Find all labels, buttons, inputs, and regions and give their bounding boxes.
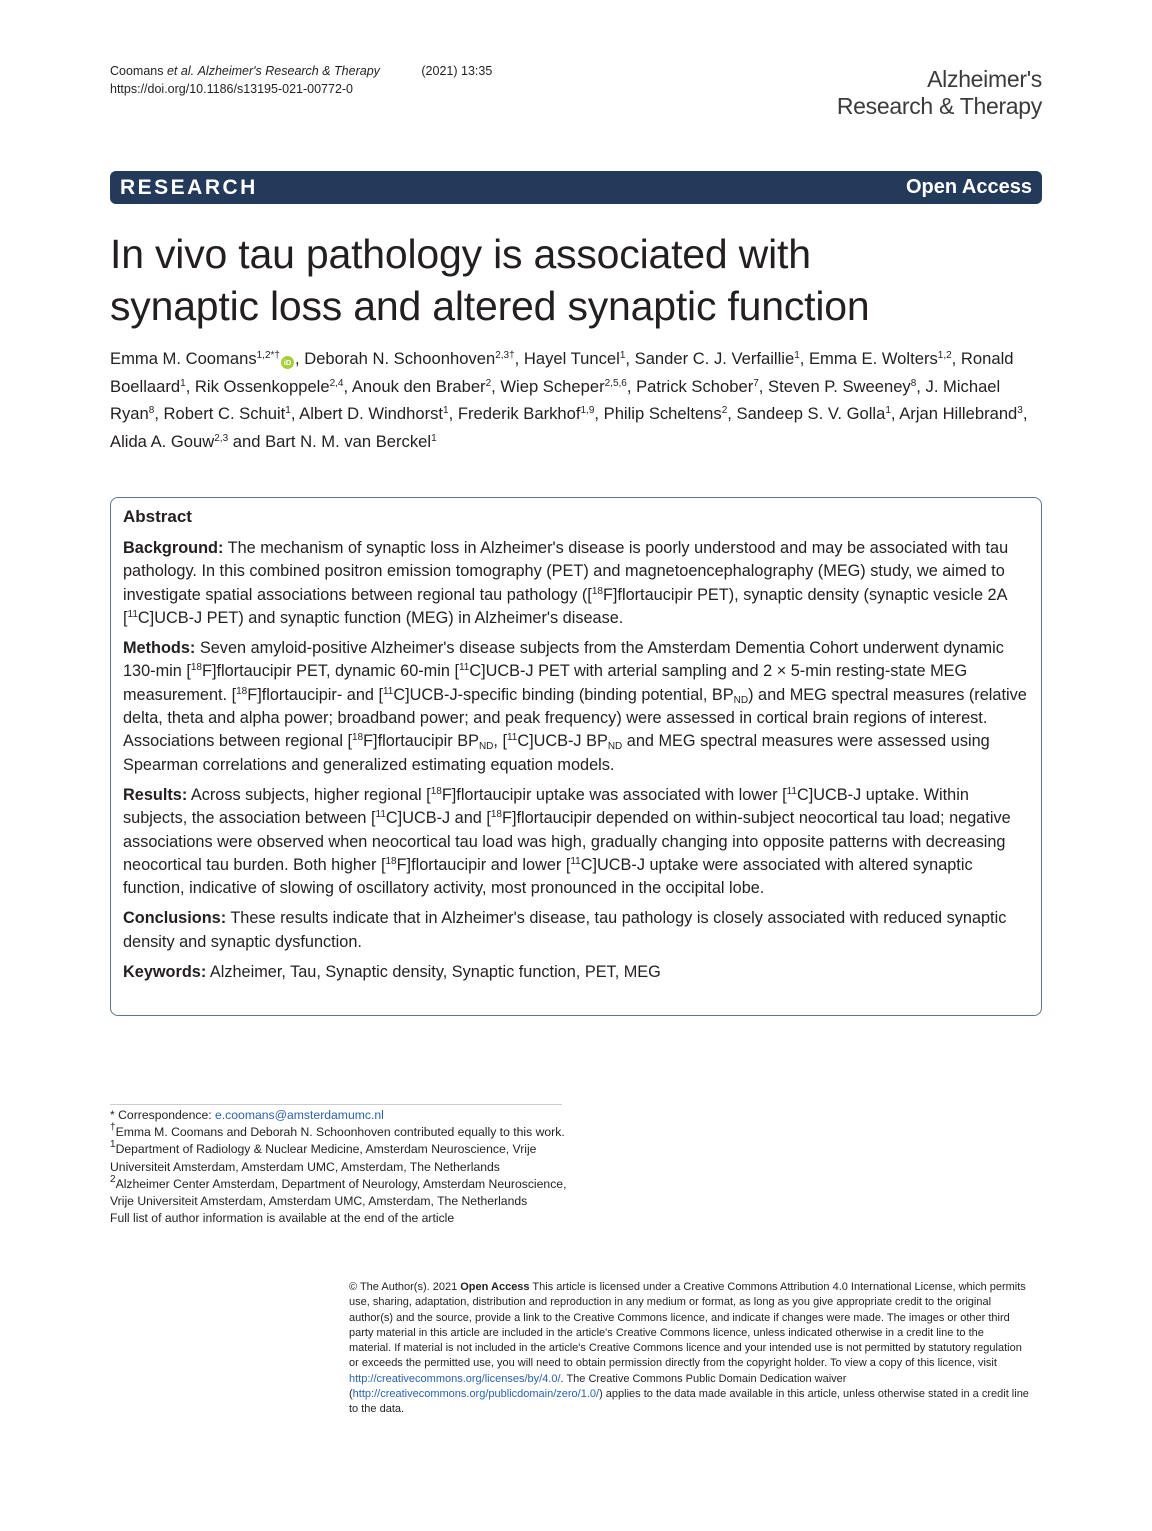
author-name[interactable]: Bart N. M. van Berckel bbox=[265, 431, 432, 451]
abstract-box bbox=[110, 497, 1042, 1016]
author-name[interactable]: Albert D. Windhorst bbox=[299, 404, 444, 423]
isotope: 11 bbox=[375, 809, 386, 821]
text: Alzheimer, Tau, Synaptic density, Synaptic function, PET, MEG bbox=[206, 963, 661, 982]
isotope: 11 bbox=[382, 685, 394, 697]
citation-line bbox=[110, 62, 492, 80]
abstract-background bbox=[123, 537, 1029, 630]
author-affiliation: 2 bbox=[721, 405, 728, 416]
author-affiliation: 8 bbox=[910, 377, 917, 389]
title-line: In vivo tau pathology is associated with bbox=[110, 231, 811, 277]
isotope: 18 bbox=[385, 855, 397, 867]
text: . The Creative Commons Public Domain Dedication waiver ( bbox=[349, 1372, 847, 1401]
isotope: 18 bbox=[190, 662, 202, 674]
abstract-methods bbox=[123, 637, 1029, 777]
author-affiliation: 7 bbox=[753, 377, 759, 389]
author-separator: , bbox=[890, 404, 900, 423]
text: Seven amyloid-positive Alzheimer's disease subjects from the Amsterdam Dementia Cohort underwent dynamic 130-min [ bbox=[123, 639, 1004, 681]
author-affiliation: 1,2 bbox=[937, 350, 952, 361]
section-label: Keywords: bbox=[123, 963, 207, 982]
isotope: 18 bbox=[490, 809, 502, 821]
journal-logo-line2: Research & Therapy bbox=[836, 93, 1042, 119]
public-domain-link[interactable]: http://creativecommons.org/publicdomain/zero/1.0/ bbox=[352, 1388, 600, 1401]
text: F]flortaucipir PET), synaptic density (synaptic vesicle 2A [ bbox=[123, 585, 1007, 627]
author-affiliation: 3 bbox=[1017, 405, 1023, 416]
subscript: ND bbox=[478, 741, 494, 753]
footnotes bbox=[110, 1107, 570, 1227]
author-name[interactable]: Steven P. Sweeney bbox=[768, 376, 911, 396]
author-separator: , bbox=[154, 404, 164, 423]
author-affiliation: 1 bbox=[285, 405, 291, 416]
author-affiliation: 2,3† bbox=[495, 350, 515, 361]
citation-year: (2021) 13:35 bbox=[421, 64, 493, 78]
author-separator: , bbox=[448, 404, 458, 423]
title-line: synaptic loss and altered synaptic function bbox=[110, 283, 870, 329]
text: F]flortaucipir- and [ bbox=[247, 685, 383, 704]
isotope: 11 bbox=[570, 855, 581, 867]
author-separator: , bbox=[758, 376, 769, 396]
section-label: Results: bbox=[123, 785, 188, 804]
correspondence bbox=[110, 1107, 570, 1124]
author-separator: , bbox=[916, 376, 926, 396]
text: Alzheimer Center Amsterdam, Department of Neurology, Amsterdam Neuroscience, Vrije Universiteit Amsterdam, Amsterdam UMC, Amsterdam, The Netherlands bbox=[110, 1176, 567, 1209]
author-name[interactable]: Anouk den Braber bbox=[351, 376, 486, 396]
author-name[interactable]: Frederik Barkhof bbox=[457, 404, 581, 423]
author-affiliation: 1 bbox=[443, 405, 449, 416]
author-affiliation: 2,3 bbox=[214, 432, 229, 444]
text: This article is licensed under a Creative Commons Attribution 4.0 International License, which permits use, sharing, adaptation, distribution and reproduction in any medium or format, as long as you give appropriate credit to the original author(s) and the source, provide a link to the Creative Commons licence, and indicate if changes were made. The images or other third party material in this article are included in the article's Creative Commons licence, unless indicated otherwise in a credit line to the material. If material is not included in the article's Creative Commons licence and your intended use is not permitted by statutory regulation or exceeds the permitted use, you will need to obtain permission directly from the copyright holder. To view a copy of this licence, visit bbox=[349, 1281, 1026, 1370]
author-affiliation: 1 bbox=[885, 405, 891, 416]
text: The mechanism of synaptic loss in Alzheimer's disease is poorly understood and may be associated with tau pathology. In this combined positron emission tomography (PET) and magnetoencephalography (MEG) study, we aimed to investigate spatial associations between regional tau pathology ([ bbox=[123, 539, 1009, 604]
equal-contribution-note bbox=[110, 1124, 570, 1141]
author-separator: , bbox=[626, 376, 637, 396]
isotope: 11 bbox=[127, 608, 138, 620]
author-separator: , bbox=[514, 349, 524, 368]
text: and MEG spectral measures were assessed using Spearman correlations and generalized estimating equation models. bbox=[123, 732, 990, 774]
text: F]flortaucipir depended on within-subject neocortical tau load; negative associations were observed when neocortical tau load was high, gradually changing into opposite patterns with decreasing neocortical tau burden. Both higher [ bbox=[123, 809, 1011, 874]
author-affiliation: 1 bbox=[794, 350, 800, 361]
isotope: 18 bbox=[236, 685, 248, 697]
section-label: Methods: bbox=[123, 639, 196, 658]
text: These results indicate that in Alzheimer's disease, tau pathology is closely associated with reduced synaptic density and synaptic dysfunction. bbox=[123, 909, 1007, 951]
isotope: 18 bbox=[591, 585, 603, 597]
author-affiliation: 2,4 bbox=[329, 377, 344, 389]
abstract-conclusions bbox=[123, 907, 1029, 954]
author-separator: , bbox=[343, 376, 352, 396]
text: C]UCB-J uptake. Within subjects, the association between [ bbox=[123, 785, 969, 828]
author-name[interactable]: Philip Scheltens bbox=[603, 404, 722, 423]
text: C]UCB-J BP bbox=[517, 732, 608, 751]
text: C]UCB-J and [ bbox=[385, 809, 491, 828]
subscript: ND bbox=[733, 694, 749, 706]
isotope: 11 bbox=[458, 662, 470, 674]
author-separator: , bbox=[1022, 404, 1028, 423]
author-separator: , bbox=[185, 376, 195, 396]
isotope: 18 bbox=[351, 732, 364, 744]
journal-logo-line1: Alzheimer's bbox=[927, 66, 1042, 92]
text: C]UCB-J-specific binding (binding potential, BP bbox=[393, 685, 734, 704]
author-name[interactable]: Hayel Tuncel bbox=[523, 349, 620, 368]
author-separator: and bbox=[228, 431, 266, 451]
author-name[interactable]: J. Michael Ryan bbox=[110, 376, 1001, 423]
footnote-mark: † bbox=[110, 1122, 116, 1134]
author-affiliation: 1,2*† bbox=[256, 350, 280, 361]
text: F]flortaucipir uptake was associated with lower [ bbox=[441, 785, 787, 804]
author-affiliation: 2,5,6 bbox=[604, 377, 627, 389]
author-name[interactable]: Ronald Boellaard bbox=[110, 349, 1014, 396]
article-type-label: RESEARCH bbox=[120, 175, 258, 199]
author-name[interactable]: Emma E. Wolters bbox=[808, 349, 938, 368]
footnote-mark: 1 bbox=[110, 1139, 116, 1151]
author-name[interactable]: Arjan Hillebrand bbox=[899, 404, 1018, 423]
license-link[interactable]: http://creativecommons.org/licenses/by/4.0/ bbox=[349, 1372, 561, 1385]
citation-etal: et al. bbox=[166, 64, 195, 78]
text: C]UCB-J uptake were associated with altered synaptic function, indicative of slowing of oscillatory activity, most pronounced in the occipital lobe. bbox=[123, 855, 973, 898]
author-affiliation: 8 bbox=[148, 405, 155, 416]
text: ) and MEG spectral measures (relative delta, theta and alpha power; broadband power; and peak frequency) were assessed in cortical brain regions of interest. Associations between regional [ bbox=[123, 685, 1027, 751]
license-notice bbox=[349, 1280, 1029, 1418]
article-type-banner bbox=[110, 171, 1042, 204]
text: C]UCB-J PET) and synaptic function (MEG) in Alzheimer's disease. bbox=[137, 608, 624, 627]
text: F]flortaucipir PET, dynamic 60-min [ bbox=[202, 662, 459, 681]
email-link[interactable]: e.coomans@amsterdamumc.nl bbox=[215, 1108, 384, 1122]
affiliation-2 bbox=[110, 1173, 570, 1210]
citation-author: Coomans bbox=[110, 64, 164, 78]
subscript: ND bbox=[607, 741, 623, 753]
correspondence-label: * Correspondence: bbox=[110, 1108, 216, 1122]
affiliation-1 bbox=[110, 1141, 570, 1175]
author-affiliation: 1 bbox=[431, 432, 437, 444]
author-separator: , bbox=[491, 376, 501, 396]
author-name[interactable]: Sandeep S. V. Golla bbox=[736, 404, 886, 423]
author-affiliation: 2 bbox=[485, 377, 492, 389]
abstract-results bbox=[123, 784, 1029, 900]
footnote-divider bbox=[110, 1104, 562, 1105]
author-separator: , bbox=[727, 404, 737, 423]
author-separator: , bbox=[294, 349, 305, 368]
text: Department of Radiology & Nuclear Medicine, Amsterdam Neuroscience, Vrije Universiteit Amsterdam, Amsterdam UMC, Amsterdam, The Netherlands bbox=[110, 1142, 537, 1174]
author-separator: , bbox=[290, 404, 300, 423]
citation-header bbox=[110, 62, 492, 98]
author-separator: , bbox=[625, 349, 635, 368]
author-separator: , bbox=[594, 404, 604, 423]
text: F]flortaucipir and lower [ bbox=[396, 855, 571, 874]
author-affiliation: 1 bbox=[180, 377, 186, 389]
section-label: Background: bbox=[123, 539, 224, 557]
citation-journal: Alzheimer's Research & Therapy bbox=[197, 64, 380, 78]
author-separator: , bbox=[799, 349, 809, 368]
full-list-note: Full list of author information is available at the end of the article bbox=[110, 1211, 455, 1226]
copyright: © The Author(s). 2021 bbox=[349, 1281, 461, 1293]
author-affiliation: 1,9 bbox=[580, 405, 595, 416]
text: F]flortaucipir BP bbox=[363, 732, 479, 751]
text: Emma M. Coomans and Deborah N. Schoonhoven contributed equally to this work. bbox=[115, 1125, 565, 1140]
section-label: Conclusions: bbox=[123, 909, 227, 928]
article-title bbox=[110, 228, 1042, 332]
isotope: 18 bbox=[430, 785, 442, 797]
abstract-heading: Abstract bbox=[123, 507, 192, 526]
author-name[interactable]: Deborah N. Schoonhoven bbox=[304, 349, 496, 368]
author-separator: , bbox=[951, 349, 961, 368]
text: , [ bbox=[493, 732, 507, 751]
author-list bbox=[110, 345, 1050, 455]
isotope: 11 bbox=[786, 785, 797, 797]
author-name[interactable]: Sander C. J. Verfaillie bbox=[634, 349, 795, 368]
open-access-label: Open Access bbox=[906, 176, 1032, 198]
footnote-mark: 2 bbox=[110, 1173, 116, 1185]
isotope: 11 bbox=[506, 732, 518, 744]
author-name[interactable]: Emma M. Coomans bbox=[110, 349, 257, 368]
open-access-bold: Open Access bbox=[460, 1281, 530, 1293]
text: ) applies to the data made available in this article, unless otherwise stated in a credit line to the data. bbox=[349, 1388, 1029, 1416]
orcid-icon[interactable]: iD bbox=[281, 356, 294, 369]
abstract-keywords bbox=[123, 961, 1029, 984]
author-name[interactable]: Robert C. Schuit bbox=[163, 404, 286, 423]
text: Across subjects, higher regional [ bbox=[187, 785, 431, 804]
author-name[interactable]: Rik Ossenkoppele bbox=[194, 376, 330, 396]
author-name[interactable]: Wiep Scheper bbox=[500, 376, 605, 396]
author-name[interactable]: Patrick Schober bbox=[636, 376, 754, 396]
author-name[interactable]: Alida A. Gouw bbox=[110, 431, 215, 451]
journal-logo bbox=[837, 66, 1042, 120]
text: C]UCB-J PET with arterial sampling and 2 × 5-min resting-state MEG measurement. [ bbox=[123, 662, 968, 704]
author-affiliation: 1 bbox=[619, 350, 626, 361]
doi-link[interactable]: https://doi.org/10.1186/s13195-021-00772-0 bbox=[110, 82, 354, 96]
